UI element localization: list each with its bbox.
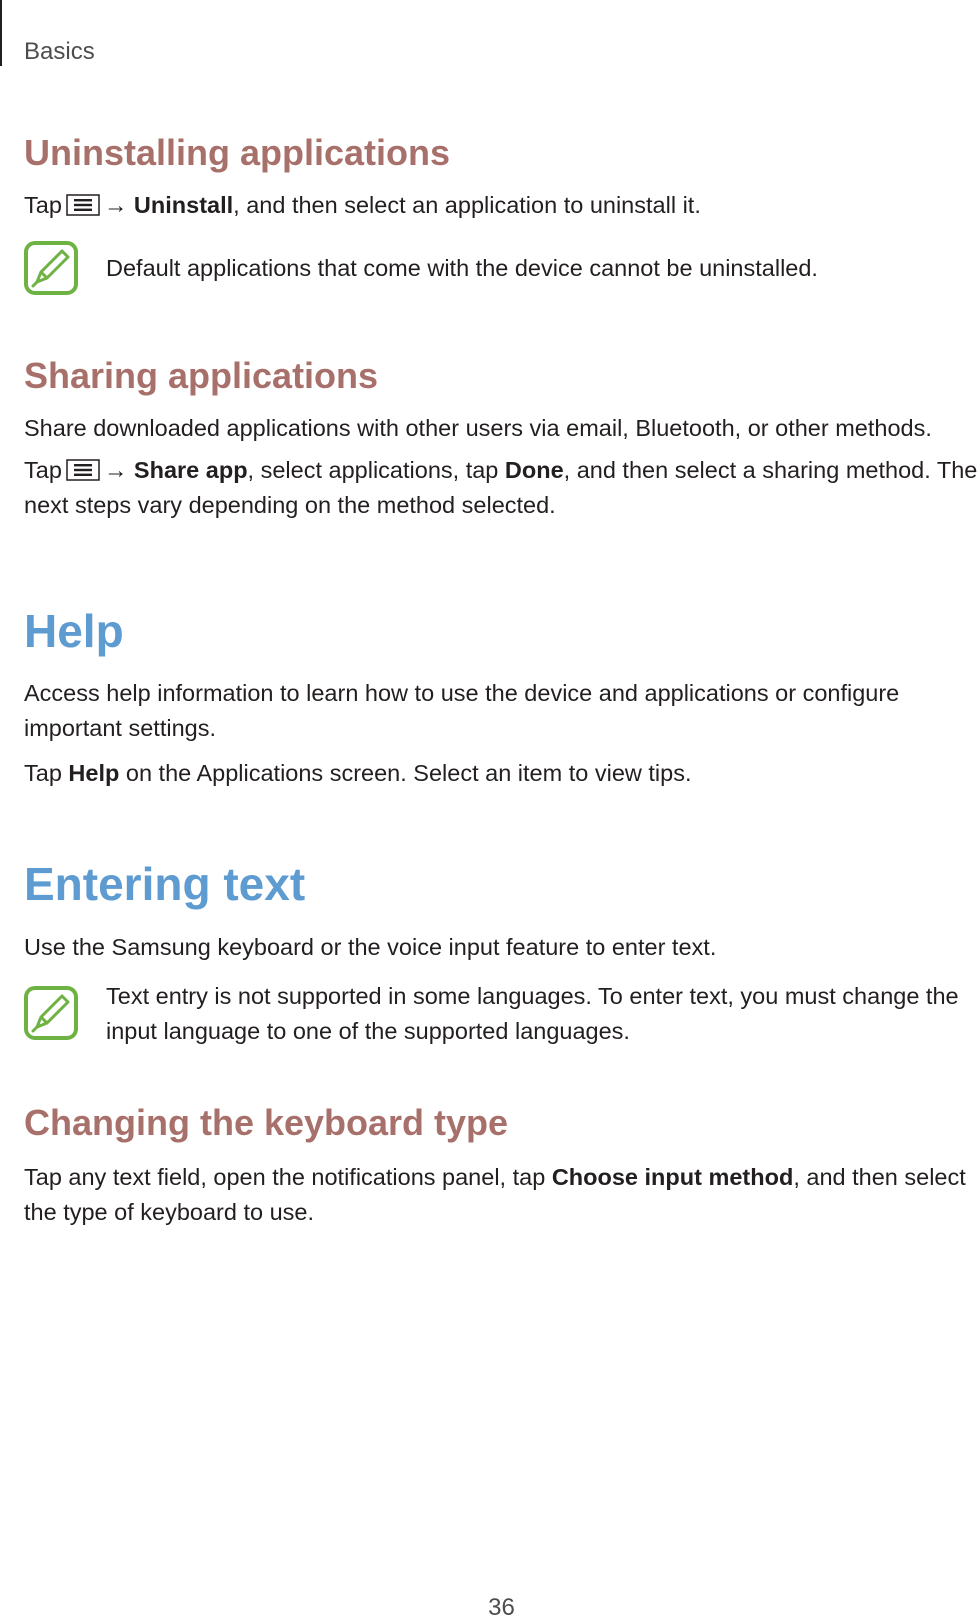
keyboard-type-step-line2: the type of keyboard to use. <box>24 1199 315 1225</box>
keyboard-type-step-prefix: Tap any text field, open the notifications panel, tap <box>24 1164 546 1190</box>
uninstall-step-suffix: , and then select an application to uninstall it. <box>233 192 701 218</box>
sharing-intro: Share downloaded applications with other users via email, Bluetooth, or other methods. <box>24 415 932 441</box>
help-intro-line1: Access help information to learn how to use the device and applications or configure <box>24 680 900 706</box>
sharing-step-line2: next steps vary depending on the method selected. <box>24 492 556 518</box>
menu-key-icon <box>66 459 100 481</box>
note-pencil-icon <box>24 986 78 1040</box>
running-head: Basics <box>24 38 95 65</box>
note-pencil-icon <box>24 241 78 295</box>
done-label: Done <box>504 457 564 483</box>
section-title-sharing: Sharing applications <box>24 355 379 396</box>
help-app-label: Help <box>68 760 120 786</box>
help-intro-line2: important settings. <box>24 715 217 741</box>
arrow: → <box>103 192 128 218</box>
share-app-label: Share app <box>133 457 248 483</box>
keyboard-type-step <box>24 1160 966 1195</box>
section-title-help: Help <box>24 605 124 657</box>
sharing-step-mid: , select applications, tap <box>247 457 499 483</box>
help-step-prefix: Tap <box>24 760 62 786</box>
note-entering-text-line1: Text entry is not supported in some languages. To enter text, you must change the <box>106 983 959 1009</box>
uninstall-step-prefix: Tap <box>24 192 62 218</box>
section-title-uninstalling: Uninstalling applications <box>24 132 451 173</box>
section-title-entering-text: Entering text <box>24 858 306 910</box>
corner-rule <box>0 0 2 66</box>
page-number: 36 <box>488 1594 515 1621</box>
section-title-keyboard-type: Changing the keyboard type <box>24 1102 509 1143</box>
note-entering-text-line2: input language to one of the supported languages. <box>106 1018 630 1044</box>
choose-input-method-label: Choose input method <box>551 1164 794 1190</box>
sharing-step-prefix: Tap <box>24 457 62 483</box>
uninstall-step <box>24 188 701 223</box>
note-uninstall-text: Default applications that come with the device cannot be uninstalled. <box>106 255 818 281</box>
arrow: → <box>103 457 128 483</box>
menu-key-icon <box>66 194 100 216</box>
keyboard-type-step-suffix: , and then select <box>793 1164 966 1190</box>
sharing-step-suffix: , and then select a sharing method. The <box>563 457 978 483</box>
entering-text-intro: Use the Samsung keyboard or the voice input feature to enter text. <box>24 934 717 960</box>
uninstall-menu-label: Uninstall <box>133 192 234 218</box>
note-uninstall <box>24 241 954 297</box>
help-step-suffix: on the Applications screen. Select an item to view tips. <box>125 760 692 786</box>
help-step <box>24 756 692 791</box>
sharing-step <box>24 453 977 488</box>
note-entering-text <box>24 983 959 1062</box>
